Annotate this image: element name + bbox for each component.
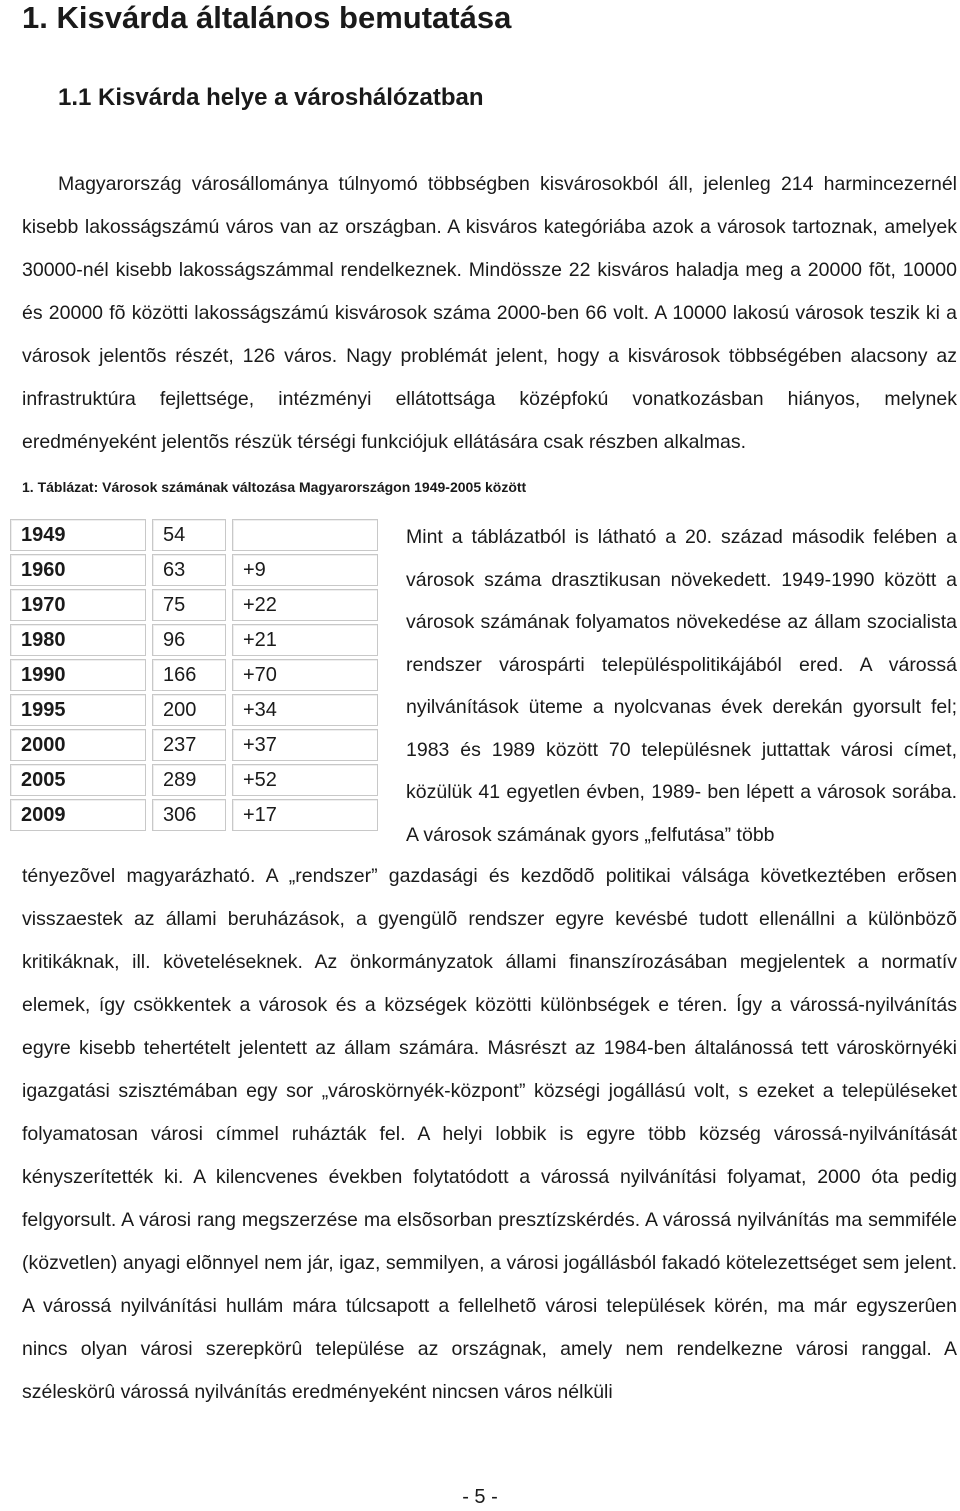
table-row xyxy=(10,694,378,726)
year-cell: 1949 xyxy=(10,519,146,551)
count-cell: 237 xyxy=(152,729,226,761)
change-cell: +21 xyxy=(232,624,378,656)
year-cell: 2005 xyxy=(10,764,146,796)
page-number: - 5 - xyxy=(462,1486,498,1508)
page-heading: 1. Kisvárda általános bemutatása xyxy=(22,0,512,35)
side-paragraph: Mint a táblázatból is látható a 20. század második felében a városok száma drasztikusan növekedett. 1949-1990 között a városok számának folyamatos növekedése az állam szocialista rendszer várospárti településpolitikájából ered. A várossá nyilvánítások üteme a nyolcvanas évek derekán gyorsult fel; 1983 és 1989 között 70 településnek juttattak városi címet, közülük 41 egyetlen évben, 1989- ben lépett a városok sorába. A városok számának gyors „felfutása” több xyxy=(406,526,957,846)
table-row xyxy=(10,799,378,831)
table-row xyxy=(10,764,378,796)
change-cell xyxy=(232,519,378,551)
cities-table xyxy=(4,516,384,834)
table-row xyxy=(10,729,378,761)
count-cell: 289 xyxy=(152,764,226,796)
year-cell: 1980 xyxy=(10,624,146,656)
year-cell: 1995 xyxy=(10,694,146,726)
change-cell: +52 xyxy=(232,764,378,796)
count-cell: 200 xyxy=(152,694,226,726)
count-cell: 63 xyxy=(152,554,226,586)
change-cell: +22 xyxy=(232,589,378,621)
year-cell: 1990 xyxy=(10,659,146,691)
table-row xyxy=(10,659,378,691)
section-heading: 1.1 Kisvárda helye a városhálózatban xyxy=(58,84,484,111)
body-paragraph: tényezõvel magyarázható. A „rendszer” gazdasági és kezdõdõ politikai válsága következtében erõsen visszaestek az állami beruházások, a gyengülõ rendszer egyre kevésbé tudott ellenállni a különbözõ kritikáknak, ill. követeléseknek. Az önkormányzatok állami finanszírozásában megjelentek a normatív elemek, így csökkentek a városok és a községek közötti különbségek e téren. Így a várossá-nyilvánítás egyre kisebb tehertételt jelentett az állam számára. Másrészt az 1984-ben általánossá tett városkörnyéki igazgatási szisztémában egy sor „városkörnyék-központ” községi jogállású volt, s ezeket a településeket folyamatosan városi címmel ruházták fel. A helyi lobbik is egyre több község várossá-nyilvánítását kényszerítették ki. A kilencvenes években folytatódott a várossá nyilvánítási folyamat, 2000 óta pedig felgyorsult. A városi rang megszerzése ma elsõsorban presztízskérdés. A várossá nyilvánítás ma semmiféle (közvetlen) anyagi elõnnyel nem jár, igaz, semmilyen, a városi jogállásból fakadó kötelezettséget sem jelent. A várossá nyilvánítási hullám mára túlcsapott a fellelhetõ városi települések körén, ma már egyszerûen nincs olyan városi szerepkörû települése az országnak, amely nem rendelkezne városi ranggal. A széleskörû várossá nyilvánítás eredményeként nincsen város nélküli xyxy=(22,865,957,1403)
table-caption: 1. Táblázat: Városok számának változása Magyarországon 1949-2005 között xyxy=(22,479,527,495)
count-cell: 306 xyxy=(152,799,226,831)
table-row xyxy=(10,519,378,551)
change-cell: +37 xyxy=(232,729,378,761)
change-cell: +9 xyxy=(232,554,378,586)
table-row xyxy=(10,554,378,586)
count-cell: 75 xyxy=(152,589,226,621)
intro-paragraph: Magyarország városállománya túlnyomó többségben kisvárosokból áll, jelenleg 214 harmincezernél kisebb lakosságszámú város van az országban. A kisváros kategóriába azok a városok tartoznak, amelyek 30000-nél kisebb lakosságszámmal rendelkeznek. Mindössze 22 kisváros haladja meg a 20000 fõt, 10000 és 20000 fõ közötti lakosságszámú kisvárosok száma 2000-ben 66 volt. A 10000 lakosú városok teszik ki a városok jelentõs részét, 126 város. Nagy problémát jelent, hogy a kisvárosok többségében alacsony az infrastruktúra fejlettsége, intézményi ellátottsága középfokú vonatkozásban hiányos, melynek eredményeként jelentõs részük térségi funkciójuk ellátására csak részben alkalmas. xyxy=(22,173,957,453)
count-cell: 166 xyxy=(152,659,226,691)
year-cell: 2009 xyxy=(10,799,146,831)
year-cell: 1970 xyxy=(10,589,146,621)
count-cell: 54 xyxy=(152,519,226,551)
table-row xyxy=(10,624,378,656)
table-row xyxy=(10,589,378,621)
change-cell: +34 xyxy=(232,694,378,726)
change-cell: +17 xyxy=(232,799,378,831)
count-cell: 96 xyxy=(152,624,226,656)
year-cell: 2000 xyxy=(10,729,146,761)
change-cell: +70 xyxy=(232,659,378,691)
year-cell: 1960 xyxy=(10,554,146,586)
